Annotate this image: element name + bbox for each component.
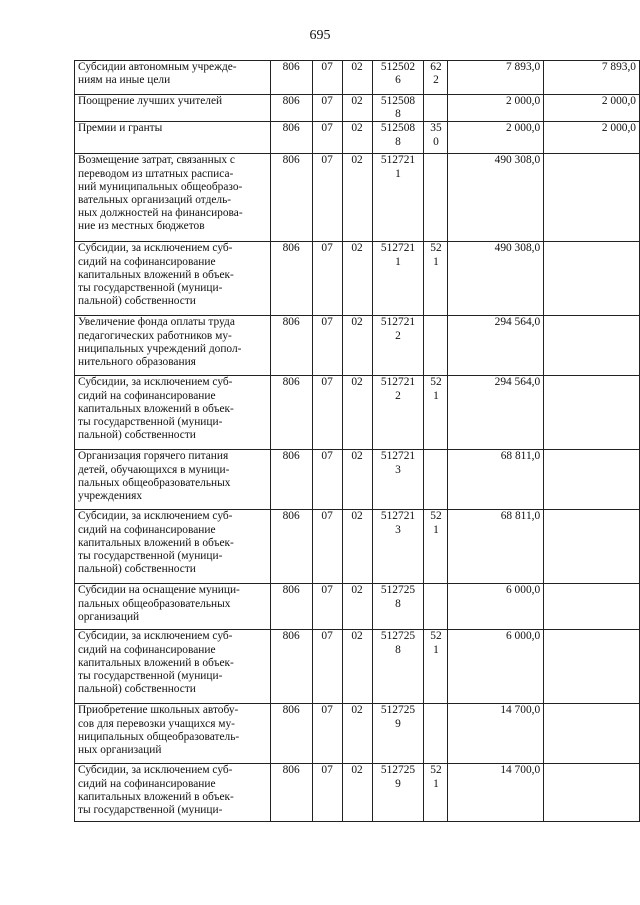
- amount-cell-2: [544, 704, 640, 764]
- subsection-code-cell: 02: [342, 764, 372, 822]
- ministry-code-cell: 806: [270, 122, 312, 154]
- expense-name-cell-line: ты государственной (муници-: [78, 416, 223, 429]
- section-code-cell: 07: [312, 630, 342, 704]
- target-article-cell-line: 512508: [380, 95, 416, 107]
- expense-name-cell-line: пальной) собственности: [78, 429, 196, 442]
- expense-name-cell-line: ты государственной (муници-: [78, 550, 223, 563]
- table-row: [75, 510, 640, 584]
- amount-cell: 294 564,0: [448, 316, 544, 376]
- target-article-cell-line: 512502: [380, 61, 416, 73]
- ministry-code-cell: 806: [270, 61, 312, 95]
- expense-name-cell-line: Субсидии на оснащение муници-: [78, 584, 240, 597]
- amount-cell-2: 2 000,0: [544, 122, 640, 154]
- target-article-cell-line: 512721: [380, 154, 416, 167]
- target-article-cell-line: 512725: [380, 630, 416, 643]
- expense-name-cell-line: ниям на иные цели: [78, 74, 171, 87]
- target-article-cell-line: 8: [395, 135, 401, 148]
- target-article-cell: [372, 316, 424, 376]
- section-code-cell: 07: [312, 154, 342, 242]
- expense-name-cell-line: капитальных вложений в объек-: [78, 536, 234, 549]
- ministry-code-cell: 806: [270, 584, 312, 630]
- expense-type-cell-line: 52: [430, 630, 442, 643]
- expense-type-cell-line: 2: [433, 74, 439, 87]
- section-code-cell: 07: [312, 764, 342, 822]
- amount-cell-2: 7 893,0: [544, 61, 640, 95]
- target-article-cell-line: 512508: [380, 122, 416, 135]
- expense-name-cell: [75, 630, 271, 704]
- expense-type-cell: [424, 61, 448, 95]
- amount-cell: 7 893,0: [448, 61, 544, 95]
- expense-name-cell: [75, 61, 271, 95]
- table-row: [75, 764, 640, 822]
- ministry-code-cell: 806: [270, 450, 312, 510]
- expense-name-cell-line: вательных организаций отдель-: [78, 194, 232, 207]
- expense-type-cell: [424, 95, 448, 122]
- target-article-cell: [372, 450, 424, 510]
- expense-name-cell: [75, 316, 271, 376]
- amount-cell: 490 308,0: [448, 242, 544, 316]
- target-article-cell: [372, 242, 424, 316]
- amount-cell-2: [544, 630, 640, 704]
- expense-name-cell-line: ние из местных бюджетов: [78, 220, 205, 233]
- amount-cell: 14 700,0: [448, 704, 544, 764]
- expense-type-cell: [424, 316, 448, 376]
- expense-type-cell-line: 0: [433, 135, 439, 148]
- amount-cell-2: [544, 450, 640, 510]
- section-code-cell: 07: [312, 584, 342, 630]
- expense-name-cell-line: Субсидии автономным учрежде-: [78, 61, 237, 73]
- table-row: [75, 584, 640, 630]
- expense-name-cell-line: сов для перевозки учащихся му-: [78, 717, 235, 730]
- amount-cell: 68 811,0: [448, 510, 544, 584]
- subsection-code-cell: 02: [342, 122, 372, 154]
- expense-name-cell: [75, 376, 271, 450]
- expense-type-cell: [424, 510, 448, 584]
- expense-name-cell: [75, 764, 271, 822]
- expense-name-cell-line: ных организаций: [78, 744, 162, 757]
- amount-cell-2: [544, 316, 640, 376]
- expense-type-cell: [424, 630, 448, 704]
- expense-name-cell-line: ты государственной (муници-: [78, 282, 223, 295]
- expense-type-cell: [424, 584, 448, 630]
- expense-name-cell-line: пальных общеобразовательных: [78, 476, 231, 489]
- expense-name-cell-line: Субсидии, за исключением суб-: [78, 630, 233, 643]
- expense-name-cell-line: Организация горячего питания: [78, 450, 229, 463]
- expense-name-cell: [75, 510, 271, 584]
- expense-name-cell-line: ний муниципальных общеобразо-: [78, 180, 243, 193]
- expense-name-cell-line: Субсидии, за исключением суб-: [78, 242, 233, 255]
- expense-type-cell-line: 52: [430, 376, 442, 389]
- expense-name-cell-line: Приобретение школьных автобу-: [78, 704, 239, 717]
- amount-cell: 2 000,0: [448, 122, 544, 154]
- expense-name-cell-line: капитальных вложений в объек-: [78, 402, 234, 415]
- target-article-cell-line: 3: [395, 463, 401, 476]
- expense-name-cell-line: пальной) собственности: [78, 563, 196, 576]
- expense-type-cell-line: 52: [430, 242, 442, 255]
- expense-type-cell: [424, 450, 448, 510]
- expense-name-cell-line: сидий на софинансирование: [78, 777, 216, 790]
- amount-cell: 68 811,0: [448, 450, 544, 510]
- target-article-cell: [372, 584, 424, 630]
- amount-cell-2: [544, 584, 640, 630]
- target-article-cell-line: 512721: [380, 450, 416, 463]
- expense-type-cell-line: 1: [433, 255, 439, 268]
- expense-name-cell: [75, 704, 271, 764]
- expense-type-cell-line: 1: [433, 777, 439, 790]
- table-row: [75, 154, 640, 242]
- section-code-cell: 07: [312, 704, 342, 764]
- subsection-code-cell: 02: [342, 95, 372, 122]
- target-article-cell-line: 8: [395, 643, 401, 656]
- subsection-code-cell: 02: [342, 450, 372, 510]
- expense-name-cell-line: Увеличение фонда оплаты труда: [78, 316, 235, 329]
- target-article-cell: [372, 630, 424, 704]
- section-code-cell: 07: [312, 95, 342, 122]
- target-article-cell: [372, 61, 424, 95]
- amount-cell-2: 2 000,0: [544, 95, 640, 122]
- amount-cell: 2 000,0: [448, 95, 544, 122]
- expense-type-cell: [424, 122, 448, 154]
- expense-name-cell-line: Субсидии, за исключением суб-: [78, 510, 233, 523]
- subsection-code-cell: 02: [342, 630, 372, 704]
- amount-cell-2: [544, 764, 640, 822]
- table-row: [75, 316, 640, 376]
- expense-name-cell-line: Поощрение лучших учителей: [78, 95, 223, 107]
- expense-name-cell: [75, 154, 271, 242]
- expense-name-cell-line: ты государственной (муници-: [78, 804, 223, 817]
- table-row: [75, 95, 640, 122]
- target-article-cell-line: 9: [395, 717, 401, 730]
- expense-name-cell-line: капитальных вложений в объек-: [78, 656, 234, 669]
- target-article-cell-line: 512725: [380, 584, 416, 597]
- expense-name-cell-line: организаций: [78, 610, 140, 623]
- expense-type-cell: [424, 764, 448, 822]
- section-code-cell: 07: [312, 122, 342, 154]
- expense-name-cell-line: сидий на софинансирование: [78, 389, 216, 402]
- ministry-code-cell: 806: [270, 630, 312, 704]
- target-article-cell-line: 512721: [380, 510, 416, 523]
- target-article-cell-line: 1: [395, 167, 401, 180]
- section-code-cell: 07: [312, 242, 342, 316]
- target-article-cell: [372, 95, 424, 122]
- table-row: [75, 61, 640, 95]
- amount-cell-2: [544, 376, 640, 450]
- expense-name-cell-line: Возмещение затрат, связанных с: [78, 154, 235, 167]
- table-row: [75, 242, 640, 316]
- amount-cell-2: [544, 242, 640, 316]
- expense-type-cell-line: 35: [430, 122, 442, 135]
- target-article-cell-line: 8: [395, 108, 401, 121]
- expense-name-cell-line: Премии и гранты: [78, 122, 163, 135]
- expense-name-cell-line: ниципальных общеобразователь-: [78, 730, 240, 743]
- subsection-code-cell: 02: [342, 61, 372, 95]
- amount-cell: 14 700,0: [448, 764, 544, 822]
- section-code-cell: 07: [312, 316, 342, 376]
- subsection-code-cell: 02: [342, 704, 372, 764]
- subsection-code-cell: 02: [342, 154, 372, 242]
- ministry-code-cell: 806: [270, 95, 312, 122]
- expense-name-cell: [75, 450, 271, 510]
- amount-cell-2: [544, 154, 640, 242]
- ministry-code-cell: 806: [270, 242, 312, 316]
- expense-name-cell-line: сидий на софинансирование: [78, 255, 216, 268]
- target-article-cell-line: 6: [395, 74, 401, 87]
- target-article-cell-line: 512725: [380, 704, 416, 717]
- ministry-code-cell: 806: [270, 704, 312, 764]
- expense-name-cell-line: ных должностей на финансирова-: [78, 207, 243, 220]
- ministry-code-cell: 806: [270, 154, 312, 242]
- ministry-code-cell: 806: [270, 316, 312, 376]
- expense-type-cell-line: 52: [430, 510, 442, 523]
- expense-name-cell-line: пальной) собственности: [78, 295, 196, 308]
- amount-cell: 490 308,0: [448, 154, 544, 242]
- table-row: [75, 122, 640, 154]
- expense-name-cell-line: сидий на софинансирование: [78, 643, 216, 656]
- subsection-code-cell: 02: [342, 584, 372, 630]
- page-number: 695: [309, 28, 331, 43]
- expense-name-cell-line: Субсидии, за исключением суб-: [78, 376, 233, 389]
- amount-cell: 6 000,0: [448, 630, 544, 704]
- expense-type-cell-line: 62: [430, 61, 442, 73]
- section-code-cell: 07: [312, 510, 342, 584]
- amount-cell-2: [544, 510, 640, 584]
- expense-name-cell-line: нительного образования: [78, 356, 196, 369]
- target-article-cell-line: 512721: [380, 242, 416, 255]
- subsection-code-cell: 02: [342, 316, 372, 376]
- target-article-cell-line: 512721: [380, 316, 416, 329]
- target-article-cell: [372, 122, 424, 154]
- expense-name-cell-line: Субсидии, за исключением суб-: [78, 764, 233, 777]
- target-article-cell-line: 512725: [380, 764, 416, 777]
- expense-name-cell: [75, 122, 271, 154]
- target-article-cell-line: 3: [395, 523, 401, 536]
- target-article-cell: [372, 154, 424, 242]
- expense-name-cell: [75, 95, 271, 122]
- ministry-code-cell: 806: [270, 764, 312, 822]
- table-row: [75, 376, 640, 450]
- expense-name-cell-line: пальной) собственности: [78, 683, 196, 696]
- target-article-cell-line: 9: [395, 777, 401, 790]
- ministry-code-cell: 806: [270, 376, 312, 450]
- table-row: [75, 450, 640, 510]
- section-code-cell: 07: [312, 450, 342, 510]
- expense-name-cell-line: учреждениях: [78, 490, 143, 503]
- expense-name-cell-line: капитальных вложений в объек-: [78, 790, 234, 803]
- amount-cell: 294 564,0: [448, 376, 544, 450]
- target-article-cell-line: 2: [395, 329, 401, 342]
- table-row: [75, 630, 640, 704]
- expense-type-cell: [424, 376, 448, 450]
- section-code-cell: 07: [312, 376, 342, 450]
- expense-type-cell: [424, 154, 448, 242]
- expense-name-cell-line: детей, обучающихся в муници-: [78, 463, 230, 476]
- expense-type-cell: [424, 242, 448, 316]
- expense-type-cell-line: 1: [433, 523, 439, 536]
- expense-name-cell-line: капитальных вложений в объек-: [78, 268, 234, 281]
- expense-type-cell: [424, 704, 448, 764]
- budget-table: [74, 60, 640, 822]
- amount-cell: 6 000,0: [448, 584, 544, 630]
- ministry-code-cell: 806: [270, 510, 312, 584]
- expense-name-cell: [75, 584, 271, 630]
- subsection-code-cell: 02: [342, 510, 372, 584]
- table-row: [75, 704, 640, 764]
- expense-name-cell-line: переводом из штатных расписа-: [78, 167, 234, 180]
- target-article-cell: [372, 510, 424, 584]
- subsection-code-cell: 02: [342, 242, 372, 316]
- expense-type-cell-line: 1: [433, 643, 439, 656]
- expense-name-cell-line: ты государственной (муници-: [78, 670, 223, 683]
- expense-name-cell: [75, 242, 271, 316]
- subsection-code-cell: 02: [342, 376, 372, 450]
- section-code-cell: 07: [312, 61, 342, 95]
- target-article-cell-line: 1: [395, 255, 401, 268]
- expense-type-cell-line: 1: [433, 389, 439, 402]
- target-article-cell-line: 2: [395, 389, 401, 402]
- expense-name-cell-line: педагогических работников му-: [78, 329, 232, 342]
- expense-type-cell-line: 52: [430, 764, 442, 777]
- target-article-cell: [372, 376, 424, 450]
- target-article-cell: [372, 704, 424, 764]
- target-article-cell-line: 8: [395, 597, 401, 610]
- expense-name-cell-line: пальных общеобразовательных: [78, 597, 231, 610]
- target-article-cell: [372, 764, 424, 822]
- expense-name-cell-line: сидий на софинансирование: [78, 523, 216, 536]
- expense-name-cell-line: ниципальных учреждений допол-: [78, 342, 242, 355]
- target-article-cell-line: 512721: [380, 376, 416, 389]
